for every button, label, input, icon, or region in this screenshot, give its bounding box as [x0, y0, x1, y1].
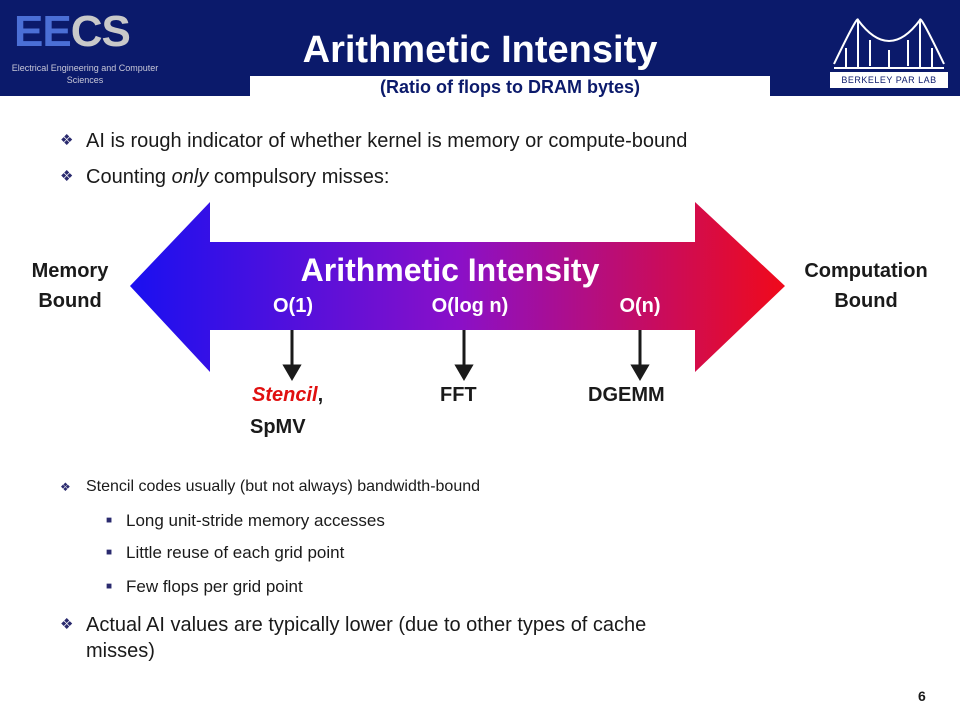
bullet-stencil-codes: ❖ Stencil codes usually (but not always) bandwidth-bound [60, 476, 920, 498]
diamond-bullet-icon: ❖ [60, 132, 74, 149]
square-bullet-icon: ■ [106, 547, 113, 558]
bullet-actual-ai: ❖ Actual AI values are typically lower (due to other types of cache misses) [60, 614, 647, 662]
bullet-compulsory-misses: ❖ Counting only compulsory misses: [60, 166, 390, 188]
double-arrow [0, 190, 960, 460]
square-bullet-icon: ■ [106, 581, 113, 592]
kernel-fft: FFT [440, 384, 477, 406]
kernel-dgemm: DGEMM [588, 384, 665, 406]
sub-bullet-few-flops: ■ Few flops per grid point [106, 577, 303, 596]
order-ologn: O(log n) [431, 295, 509, 317]
diamond-bullet-icon: ❖ [60, 480, 71, 494]
square-bullet-icon: ■ [106, 515, 113, 526]
order-on: O(n) [619, 295, 661, 317]
arrow-title: Arithmetic Intensity [300, 252, 600, 288]
memory-bound-label: Memory Bound [31, 260, 109, 312]
kernel-spmv: SpMV [250, 416, 306, 438]
diamond-bullet-icon: ❖ [60, 168, 74, 185]
par-lab-logo [820, 0, 960, 96]
par-lab-label: BERKELEY PAR LAB [830, 72, 948, 88]
page-number: 6 [918, 688, 926, 704]
order-o1: O(1) [273, 295, 313, 317]
slide-subtitle: (Ratio of flops to DRAM bytes) [250, 76, 770, 98]
kernel-stencil-spmv: Stencil, [252, 384, 324, 406]
bullet-ai-indicator: ❖ AI is rough indicator of whether kernel is memory or compute-bound [60, 130, 688, 152]
diamond-bullet-icon: ❖ [60, 616, 74, 633]
computation-bound-label: Computation Bound [804, 260, 928, 312]
arithmetic-intensity-diagram [0, 190, 960, 460]
slide-title: Arithmetic Intensity [302, 29, 658, 71]
eecs-logo-subtitle: Electrical Engineering and Computer Sciences [11, 63, 159, 85]
sub-bullet-little-reuse: ■ Little reuse of each grid point [106, 543, 345, 562]
eecs-logo [10, 8, 160, 88]
sub-bullet-unit-stride: ■ Long unit-stride memory accesses [106, 511, 385, 530]
eecs-logo-mark: EECS [14, 7, 130, 56]
